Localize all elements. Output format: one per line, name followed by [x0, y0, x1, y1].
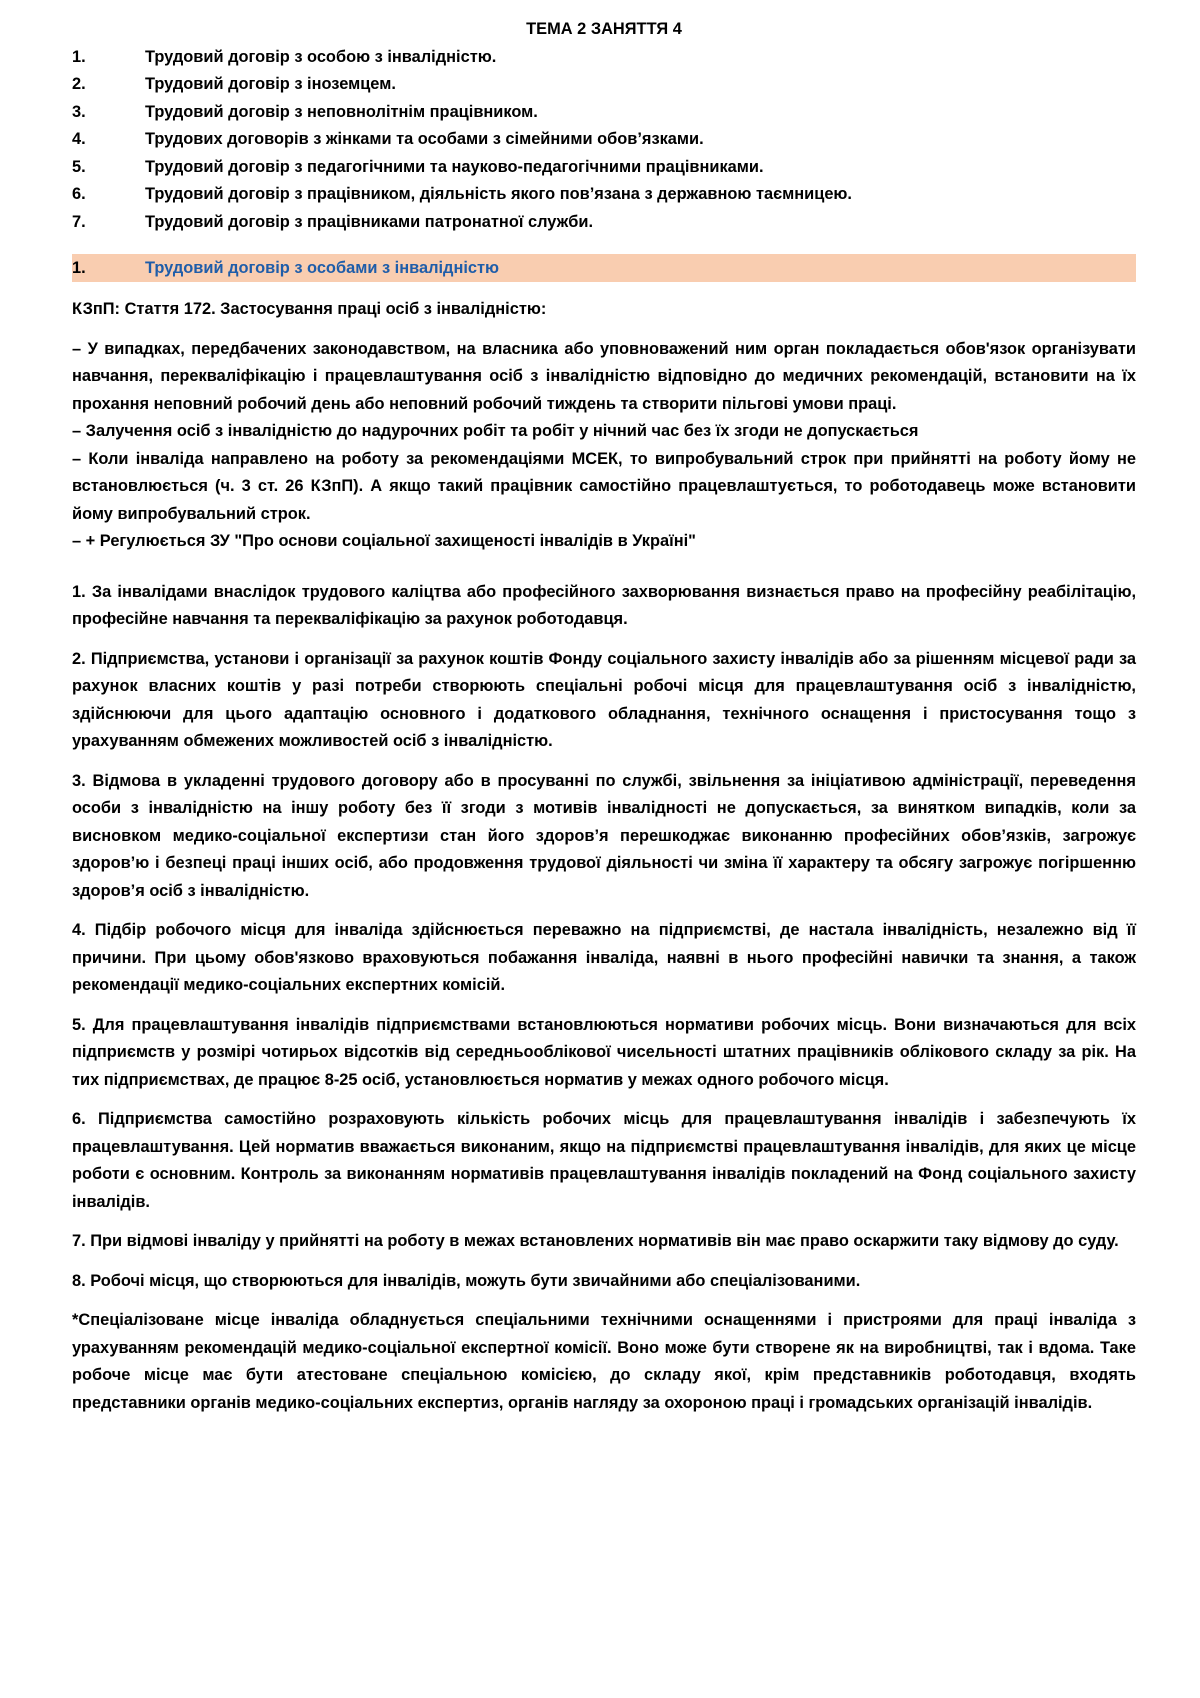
topic-text: Трудовий договір з неповнолітнім працівником.	[145, 102, 538, 121]
topic-number: 7.	[72, 212, 86, 231]
page-title: ТЕМА 2 ЗАНЯТТЯ 4	[526, 20, 682, 38]
topic-text: Трудовий договір з працівником, діяльність якого пов’язана з державною таємницею.	[145, 185, 852, 203]
topic-item	[72, 44, 1136, 72]
topic-number: 5.	[72, 157, 86, 176]
dash-item: – Залучення осіб з інвалідністю до надурочних робіт та робіт у нічний час без їх згоди не допускається	[72, 422, 919, 440]
topic-item	[72, 99, 1136, 127]
topic-text: Трудовий договір з іноземцем.	[145, 75, 396, 93]
topic-number: 4.	[72, 130, 86, 148]
section-heading	[72, 254, 1136, 282]
note-paragraph: *Спеціалізоване місце інваліда обладнується спеціальними технічними оснащеннями і пристроями для праці інваліда з урахуванням рекомендацій медико-соціальної експертної комісії. Воно може бути створене як на виробництві, так і вдома. Таке робоче місце має бути атестоване спеціальною комісією, до складу якої, крім представників роботодавця, входять представники органів медико-соціальних експертиз, органів нагляду за охороною праці і громадських організацій інвалідів.	[72, 1311, 1136, 1412]
paragraph: 8. Робочі місця, що створюються для інвалідів, можуть бути звичайними або спеціалізованими.	[72, 1271, 861, 1290]
kzpp-heading: КЗпП: Стаття 172. Застосування праці осіб з інвалідністю:	[72, 300, 547, 318]
paragraph: 2. Підприємства, установи і організації за рахунок коштів Фонду соціального захисту інвалідів або за рішенням місцевої ради за рахунок власних коштів у разі потреби створюють спеціальні робочі місця для працевлаштування осіб з інвалідністю, здійснюючи для цього адаптацію основного і додаткового обладнання, технічного оснащення і пристосування тощо з урахуванням обмежених можливостей осіб з інвалідністю.	[72, 649, 1136, 750]
topic-item	[72, 154, 1136, 182]
topic-number: 3.	[72, 102, 86, 121]
topic-list	[72, 44, 1136, 237]
paragraph: 4. Підбір робочого місця для інваліда здійснюється переважно на підприємстві, де настала інвалідність, незалежно від її причини. При цьому обов'язково враховуються побажання інваліда, наявні в нього професійні навички та знання, а також рекомендації медико-соціальних експертних комісій.	[72, 921, 1136, 994]
dash-item: – + Регулюється ЗУ "Про основи соціальної захищеності інвалідів в Україні"	[72, 532, 696, 550]
topic-text: Трудовий договір з педагогічними та науково-педагогічними працівниками.	[145, 157, 764, 176]
topic-item	[72, 71, 1136, 99]
paragraph: 6. Підприємства самостійно розраховують кількість робочих місць для працевлаштування інвалідів і забезпечують їх працевлаштування. Цей норматив вважається виконаним, якщо на підприємстві працевлаштування інвалідів, для яких це місце роботи є основним. Контроль за виконанням нормативів працевлаштування інвалідів покладений на Фонд соціального захисту інвалідів.	[72, 1110, 1136, 1211]
topic-item	[72, 209, 1136, 237]
paragraph: 1. За інвалідами внаслідок трудового каліцтва або професійного захворювання визнається право на професійну реабілітацію, професійне навчання та перекваліфікацію за рахунок роботодавця.	[72, 582, 1136, 628]
article-paragraphs	[72, 579, 1136, 1418]
dash-list	[72, 336, 1136, 556]
topic-number: 2.	[72, 75, 86, 93]
topic-text: Трудових договорів з жінками та особами з сімейними обов’язками.	[145, 130, 704, 148]
topic-item	[72, 126, 1136, 154]
section-title: Трудовий договір з особами з інвалідністю	[145, 259, 500, 277]
topic-number: 6.	[72, 185, 86, 203]
dash-item: – Коли інваліда направлено на роботу за рекомендаціями МСЕК, то випробувальний строк при прийнятті на роботу йому не встановлюється (ч. 3 ст. 26 КЗпП). А якщо такий працівник самостійно працевлаштується, то роботодавець може встановити йому випробувальний строк.	[72, 449, 1136, 523]
topic-text: Трудовий договір з особою з інвалідністю.	[145, 47, 497, 66]
paragraph: 5. Для працевлаштування інвалідів підприємствами встановлюються нормативи робочих місць. Вони визначаються для всіх підприємств у розмірі чотирьох відсотків від середньооблікової чисельності штатних працівників облікового складу за рік. На тих підприємствах, де працює 8-25 осіб, установлюється норматив у межах одного робочого місця.	[72, 1015, 1136, 1089]
section-number: 1.	[72, 259, 86, 277]
topic-item	[72, 181, 1136, 209]
paragraph: 7. При відмові інваліду у прийнятті на роботу в межах встановлених нормативів він має право оскаржити таку відмову до суду.	[72, 1232, 1119, 1250]
topic-number: 1.	[72, 47, 86, 66]
topic-text: Трудовий договір з працівниками патронатної служби.	[145, 212, 593, 231]
paragraph: 3. Відмова в укладенні трудового договору або в просуванні по службі, звільнення за ініціативою адміністрації, переведення особи з інвалідністю на іншу роботу без її згоди з мотивів інвалідності не допускається, за винятком випадків, коли за висновком медико-соціальної експертизи стан його здоров’я перешкоджає виконанню професійних обов’язків, загрожує здоров’ю і безпеці праці інших осіб, або продовження трудової діяльності чи зміна її характеру та обсягу загрожує погіршенню здоров’я осіб з інвалідністю.	[72, 771, 1136, 900]
document-page	[72, 16, 1136, 1429]
dash-item: – У випадках, передбачених законодавством, на власника або уповноважений ним орган покладається обов'язок організувати навчання, перекваліфікацію і працевлаштування осіб з інвалідністю відповідно до медичних рекомендацій, встановити на їх прохання неповний робочий день або неповний робочий тиждень та створити пільгові умови праці.	[72, 339, 1136, 413]
